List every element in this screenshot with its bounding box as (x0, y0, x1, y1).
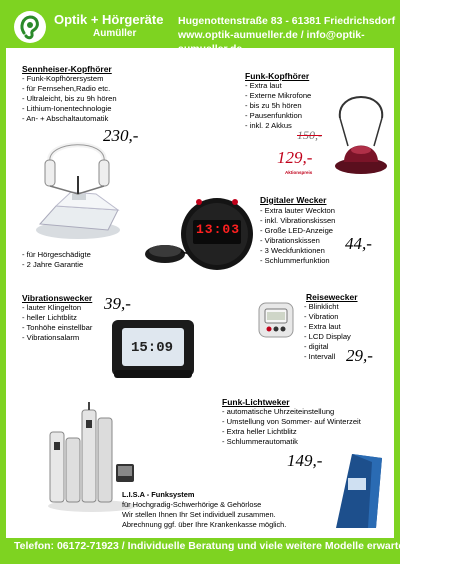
lichtwecker-title: Funk-Lichtweker (222, 397, 290, 407)
feature-item: - bis zu 5h hören (245, 101, 302, 110)
feature-item: - Umstellung von Sommer- auf Winterzeit (222, 417, 361, 426)
digital-wecker-features (260, 206, 335, 266)
feature-item: - Schlummerautomatik (222, 437, 298, 446)
feature-item: - Blinklicht (304, 302, 339, 311)
vibrationswecker-title: Vibrationswecker (22, 293, 93, 303)
feature-item: - LCD Display (304, 332, 351, 341)
feature-item: - Extra lauter Weckton (260, 206, 335, 215)
feature-item: - digital (304, 342, 329, 351)
vibrationswecker-features (22, 303, 92, 343)
feature-item: - lauter Klingelton (22, 303, 82, 312)
lichtwecker-price: 149,- (287, 451, 323, 470)
sennheiser-price: 230,- (103, 126, 139, 145)
feature-item: - Ultraleicht, bis zu 9h hören (22, 94, 117, 103)
funk-kopfhoerer-image (330, 88, 392, 178)
address-block (178, 14, 400, 56)
ear-logo-icon (12, 9, 48, 45)
reisewecker-features (304, 302, 351, 362)
lisa-text-block (122, 490, 286, 530)
feature-item: - Extra heller Lichtblitz (222, 427, 297, 436)
lisa-title: L.I.S.A - Funksystem (122, 490, 195, 499)
digital-wecker-display: 13:03 (196, 222, 241, 237)
feature-item: - Externe Mikrofone (245, 91, 312, 100)
feature-item: - Lithium-Ionentechnologie (22, 104, 112, 113)
feature-item: - inkl. 2 Akkus (245, 121, 292, 130)
web-line[interactable]: www.optik-aumueller.de / info@optik-aumueller.de (178, 29, 365, 55)
feature-item: - Intervall (304, 352, 336, 361)
funk-kopfhoerer-features (245, 81, 311, 131)
digital-wecker-price: 44,- (345, 234, 372, 253)
feature-item: - Vibration (304, 312, 339, 321)
sennheiser-title: Sennheiser-Kopfhörer (22, 64, 112, 74)
promo-label: Aktionspreis (285, 170, 313, 175)
feature-item: - Große LED-Anzeige (260, 226, 334, 235)
feature-item: - Extra laut (304, 322, 341, 331)
vibrationswecker-display: 15:09 (130, 340, 173, 356)
feature-item: - Funk-Kopfhörersystem (22, 74, 104, 83)
feature-item: - Vibrationskissen (260, 236, 320, 245)
feature-item: - für Fernsehen,Radio etc. (22, 84, 111, 93)
feature-item: - Schlummerfunktion (260, 256, 330, 265)
vibrationswecker-price: 39,- (104, 294, 131, 313)
feature-item: - Tonhöhe einstellbar (22, 323, 93, 332)
note-item: - für Hörgeschädigte (22, 250, 91, 259)
feature-item: - Pausenfunktion (245, 111, 302, 120)
lisa-line: Abrechnung ggf. über Ihre Krankenkasse möglich. (122, 520, 287, 529)
funk-kopfhoerer-title: Funk-Kopfhörer (245, 71, 310, 81)
footer-contact: Telefon: 06172-71923 / Individuelle Beratung und viele weitere Modelle erwarten Sie bei uns! (14, 540, 472, 552)
reisewecker-price: 29,- (346, 346, 373, 365)
sennheiser-headphones-image (26, 132, 126, 242)
funk-kopfhoerer-old-price: 150,- (297, 128, 322, 142)
feature-item: - heller Lichtblitz (22, 313, 77, 322)
brand-subtitle: Aumüller (93, 28, 137, 39)
sennheiser-notes (22, 250, 91, 270)
lichtwecker-image (328, 450, 386, 530)
address-line: Hugenottenstraße 83 - 61381 Friedrichsdorf (178, 15, 396, 27)
reisewecker-image (255, 299, 297, 341)
lisa-line: Wir stellen Ihnen Ihr Set individuell zusammen. (122, 510, 276, 519)
note-item: - 2 Jahre Garantie (22, 260, 84, 269)
feature-item: - An- + Abschaltautomatik (22, 114, 109, 123)
reisewecker-title: Reisewecker (306, 292, 358, 302)
feature-item: - inkl. Vibrationskissen (260, 216, 336, 225)
brand-name: Optik + Hörgeräte (54, 12, 164, 27)
sennheiser-features (22, 74, 117, 124)
feature-item: - Vibrationsalarm (22, 333, 80, 342)
lichtwecker-features (222, 407, 361, 447)
lisa-line: für Hochgradig-Schwerhörige & Gehörlose (122, 500, 262, 509)
funk-kopfhoerer-price: 129,- (277, 148, 313, 167)
feature-item: - 3 Weckfunktionen (260, 246, 325, 255)
digital-wecker-title: Digitaler Wecker (260, 195, 327, 205)
feature-item: - automatische Uhrzeiteinstellung (222, 407, 335, 416)
feature-item: - Extra laut (245, 81, 282, 90)
